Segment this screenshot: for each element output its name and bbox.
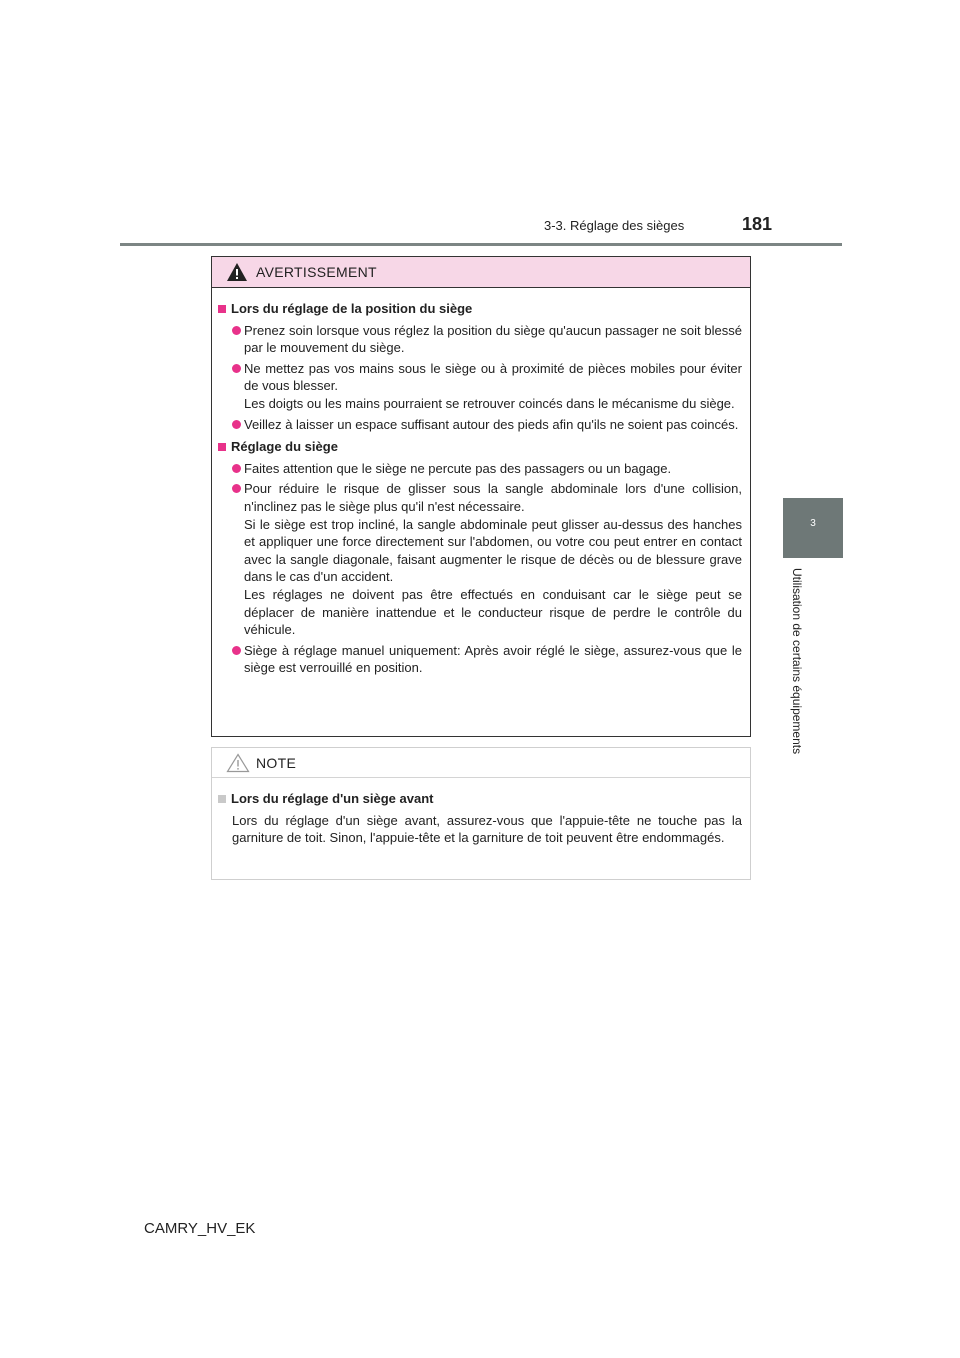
note-box <box>211 747 751 880</box>
round-bullet-icon <box>232 420 241 429</box>
note-heading: Lors du réglage d'un siège avant <box>218 790 742 808</box>
note-header <box>212 748 750 778</box>
page-number: 181 <box>742 214 773 234</box>
warning-triangle-icon <box>226 262 248 282</box>
round-bullet-icon <box>232 646 241 655</box>
round-bullet-icon <box>232 484 241 493</box>
warning-section-heading: Lors du réglage de la position du siège <box>218 300 742 318</box>
warning-section-heading: Réglage du siège <box>218 438 742 456</box>
warning-header <box>212 257 750 288</box>
model-code: CAMRY_HV_EK <box>144 1220 256 1237</box>
caution-triangle-outline-icon <box>226 753 250 773</box>
square-bullet-icon <box>218 305 226 313</box>
note-text: Lors du réglage d'un siège avant, assurez-vous que l'appuie-tête ne touche pas la garniture de toit. Sinon, l'appuie-tête et la garniture de toit peuvent être endommagés. <box>232 812 742 846</box>
warning-box <box>211 256 751 737</box>
square-bullet-icon <box>218 443 226 451</box>
note-title: NOTE <box>256 754 297 771</box>
warning-bullet: Pour réduire le risque de glisser sous la sangle abdominale lors d'une collision, n'inclinez pas le siège plus qu'il n'est nécessaire. Si le siège est trop incliné, la sangle abdominale peut glisser au-dessus des hanches et appliquer une force directement sur l'abdomen, ou votre cou peut entrer en contact avec la sangle diagonale, faisant augmenter le risque de décès ou de blessure grave dans le cas d'un accident. Les réglages ne doivent pas être effectués en conduisant car le siège peut se déplacer de manière inattendue et le conducteur risque de perdre le contrôle du véhicule. <box>218 480 742 638</box>
round-bullet-icon <box>232 464 241 473</box>
header-divider <box>120 243 842 246</box>
chapter-number: 3 <box>810 518 816 529</box>
warning-bullet: Siège à réglage manuel uniquement: Après avoir réglé le siège, assurez-vous que le siège est verrouillé en position. <box>218 642 742 677</box>
round-bullet-icon <box>232 364 241 373</box>
section-title: 3-3. Réglage des sièges <box>544 218 685 233</box>
warning-content <box>212 288 750 677</box>
warning-bullet: Prenez soin lorsque vous réglez la position du siège qu'aucun passager ne soit blessé par le mouvement du siège. <box>218 322 742 357</box>
round-bullet-icon <box>232 326 241 335</box>
warning-title: AVERTISSEMENT <box>256 264 377 280</box>
square-bullet-icon <box>218 795 226 803</box>
warning-bullet: Faites attention que le siège ne percute pas des passagers ou un bagage. <box>218 460 742 478</box>
warning-bullet: Ne mettez pas vos mains sous le siège ou à proximité de pièces mobiles pour éviter de vous blesser. Les doigts ou les mains pourraient se retrouver coincés dans le mécanisme du siège. <box>218 360 742 413</box>
note-content <box>212 778 750 847</box>
warning-bullet: Veillez à laisser un espace suffisant autour des pieds afin qu'ils ne soient pas coincés. <box>218 416 742 434</box>
chapter-title: Utilisation de certains équipements <box>790 568 804 755</box>
